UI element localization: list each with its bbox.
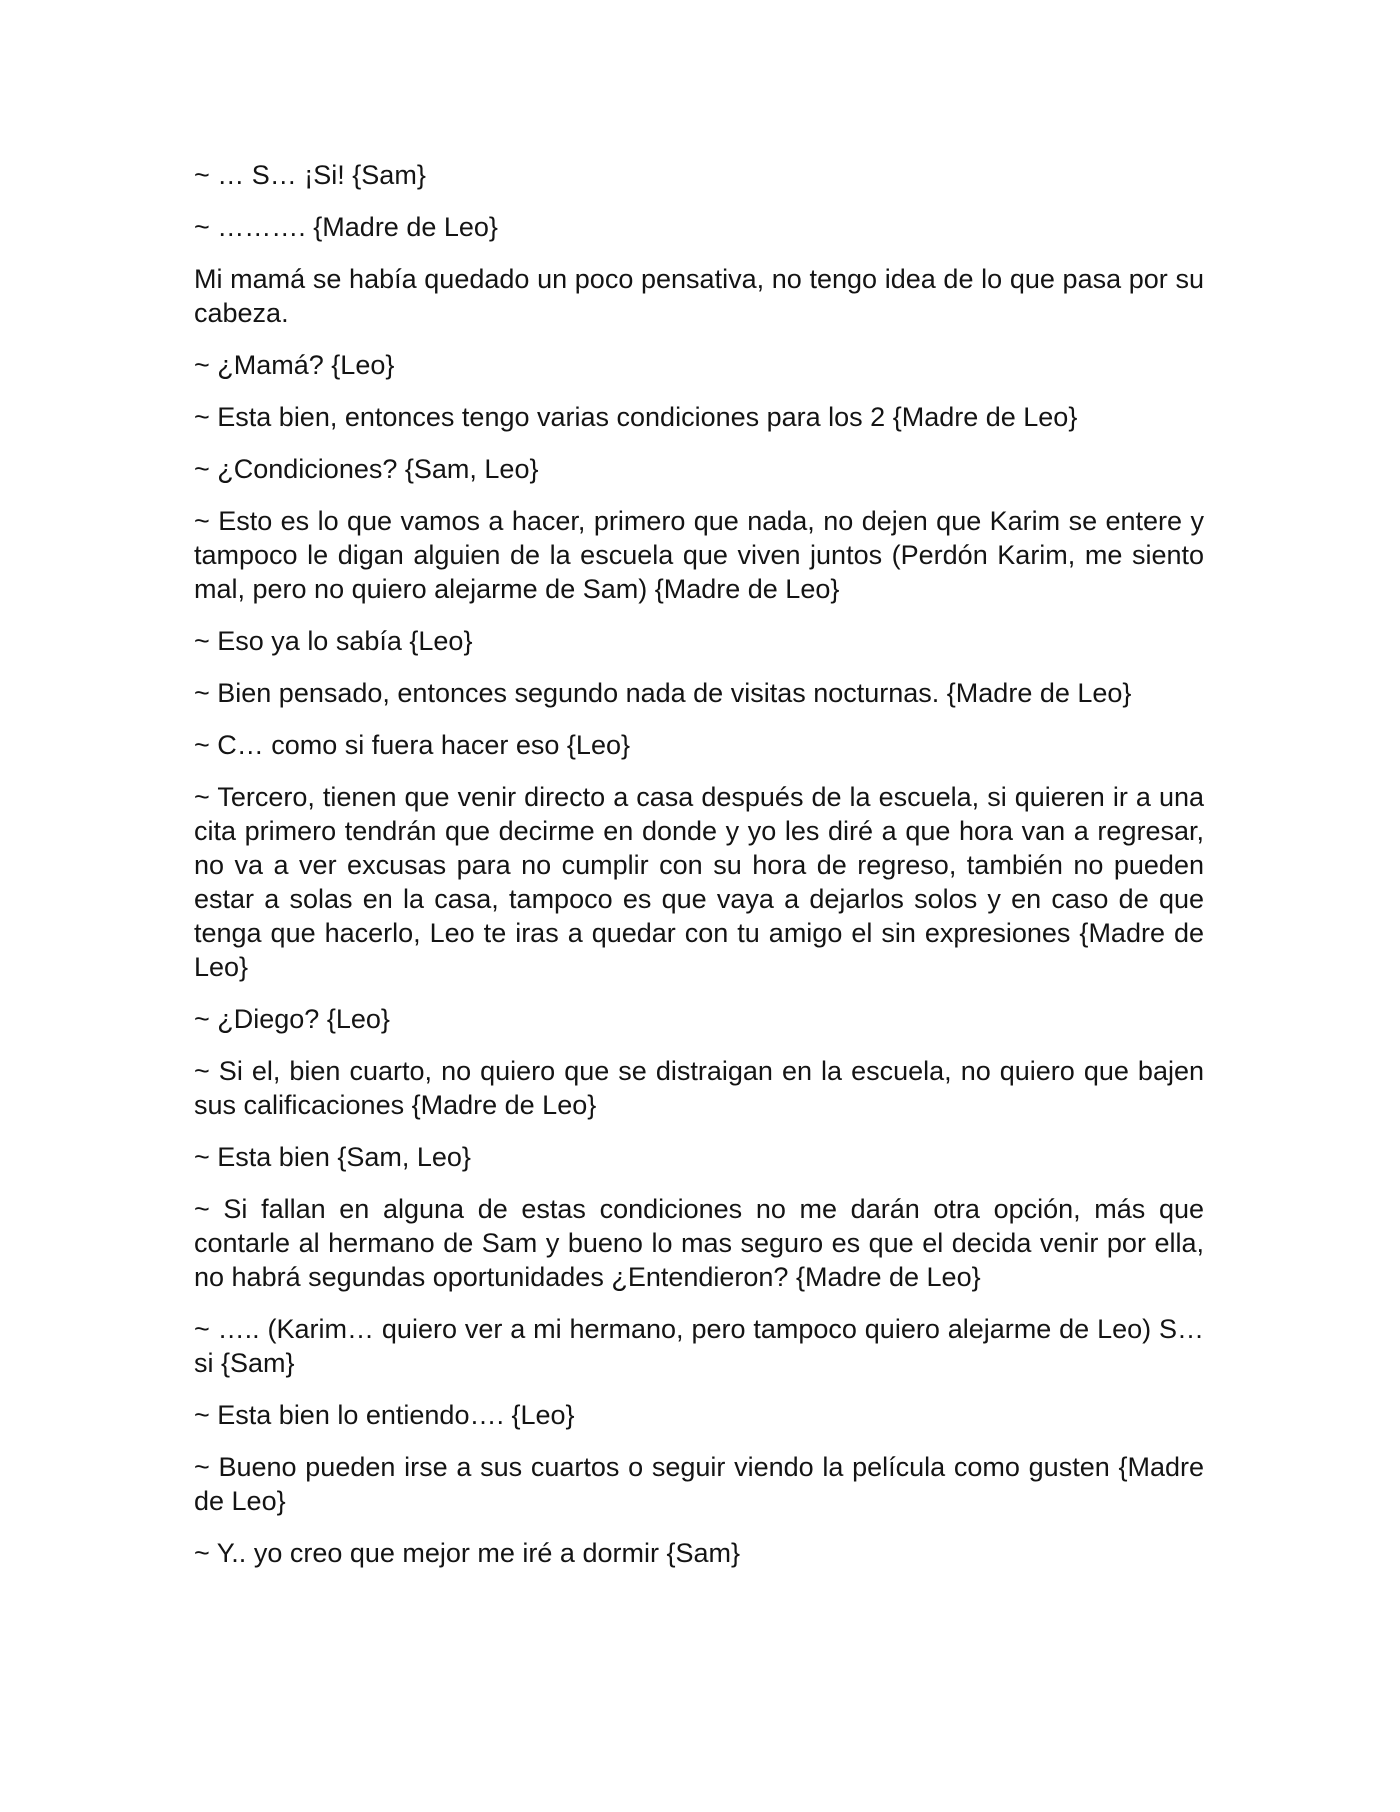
dialogue-line: ~ Bien pensado, entonces segundo nada de visitas nocturnas. {Madre de Leo} (194, 678, 1132, 708)
dialogue-line: ~ C… como si fuera hacer eso {Leo} (194, 730, 630, 760)
dialogue-line: ~ Tercero, tienen que venir directo a casa después de la escuela, si quieren ir a una cita primero tendrán que decirme en donde y yo les diré a que hora van a regresar, no va a ver excusas para no cumplir con su hora de regreso, también no pueden estar a solas en la casa, tampoco es que vaya a dejarlos solos y en caso de que tenga que hacerlo, Leo te iras a quedar con tu amigo el sin expresiones {Madre de Leo} (194, 782, 1204, 982)
dialogue-line: ~ Esto es lo que vamos a hacer, primero que nada, no dejen que Karim se entere y tampoco le digan alguien de la escuela que viven juntos (Perdón Karim, me siento mal, pero no quiero alejarme de Sam) {Madre de Leo} (194, 506, 1204, 604)
dialogue-line: ~ Esta bien, entonces tengo varias condiciones para los 2 {Madre de Leo} (194, 402, 1078, 432)
narration-paragraph: Mi mamá se había quedado un poco pensativa, no tengo idea de lo que pasa por su cabeza. (194, 264, 1204, 328)
dialogue-line: ~ … S… ¡Si! {Sam} (194, 160, 426, 190)
dialogue-line: ~ ¿Diego? {Leo} (194, 1004, 390, 1034)
dialogue-line: ~ ¿Condiciones? {Sam, Leo} (194, 454, 539, 484)
dialogue-line: ~ Eso ya lo sabía {Leo} (194, 626, 473, 656)
dialogue-line: ~ Esta bien {Sam, Leo} (194, 1142, 471, 1172)
dialogue-line: ~ Esta bien lo entiendo…. {Leo} (194, 1400, 575, 1430)
dialogue-line: ~ ¿Mamá? {Leo} (194, 350, 395, 380)
dialogue-line: ~ ………. {Madre de Leo} (194, 212, 498, 242)
dialogue-line: ~ Bueno pueden irse a sus cuartos o seguir viendo la película como gusten {Madre de Leo} (194, 1452, 1204, 1516)
dialogue-line: ~ ….. (Karim… quiero ver a mi hermano, pero tampoco quiero alejarme de Leo) S… si {Sam} (194, 1314, 1204, 1378)
dialogue-line: ~ Si fallan en alguna de estas condiciones no me darán otra opción, más que contarle al hermano de Sam y bueno lo mas seguro es que el decida venir por ella, no habrá segundas oportunidades ¿Entendieron? {Madre de Leo} (194, 1194, 1204, 1292)
dialogue-line: ~ Si el, bien cuarto, no quiero que se distraigan en la escuela, no quiero que bajen sus calificaciones {Madre de Leo} (194, 1056, 1204, 1120)
document-body (194, 158, 1204, 1588)
dialogue-line: ~ Y.. yo creo que mejor me iré a dormir {Sam} (194, 1538, 741, 1568)
